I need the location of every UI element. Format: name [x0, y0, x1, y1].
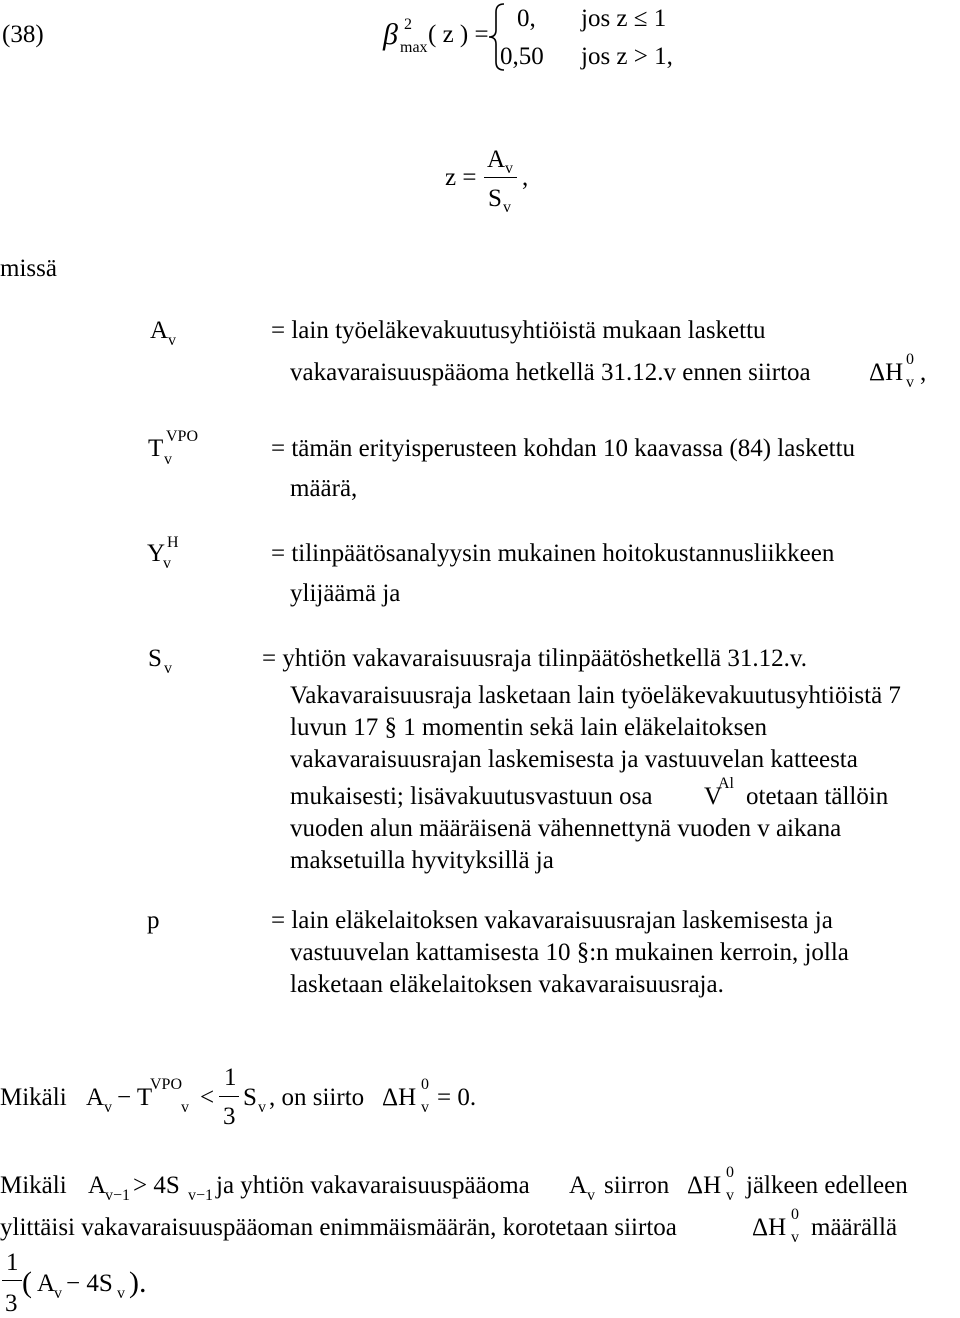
- p-line-2: vastuuvelan kattamisesta 10 §:n mukainen kerroin, jolla: [290, 939, 849, 966]
- cond2-text-2: siirron: [604, 1172, 670, 1199]
- cond2-a-subscript: v−1: [105, 1187, 131, 1204]
- tv-symbol-subscript: v: [164, 451, 172, 468]
- cond1-delta-h: ΔH: [382, 1084, 417, 1111]
- yv-line-2: ylijäämä ja: [290, 580, 401, 607]
- beta-subscript: max: [400, 39, 428, 56]
- z-lhs: z =: [445, 164, 477, 191]
- cond1-minus-t: − T: [117, 1084, 153, 1111]
- yv-symbol-superscript: H: [167, 534, 179, 551]
- cond1-a: A: [86, 1084, 105, 1111]
- cond1-s: S: [243, 1084, 257, 1111]
- tv-line-1: = tämän erityisperusteen kohdan 10 kaavassa (84) laskettu: [271, 435, 856, 462]
- cond2-fraction-denominator: 3: [5, 1290, 18, 1317]
- cond1-mikali: Mikäli: [0, 1084, 67, 1111]
- case2-value: 0,50: [500, 43, 544, 70]
- av-delta-h-superscript: 0: [906, 351, 914, 368]
- cond2-paren-4s: − 4S: [66, 1270, 113, 1297]
- cond2-paren-4s-subscript: v: [117, 1285, 125, 1302]
- sv-symbol-subscript: v: [164, 660, 172, 677]
- missa-label: missä: [0, 255, 57, 282]
- case2-condition: jos z > 1,: [581, 43, 673, 70]
- cond2-delta-h-subscript: v: [726, 1187, 734, 1204]
- cond2-paren-open: (: [22, 1266, 32, 1299]
- cond2-fraction-numerator: 1: [6, 1249, 19, 1276]
- cond1-fraction-bar: [219, 1096, 239, 1097]
- sv-symbol: S: [148, 645, 162, 672]
- p-line-1: = lain eläkelaitoksen vakavaraisuusrajan laskemisesta ja: [271, 907, 833, 934]
- equation-number: (38): [2, 21, 44, 48]
- sv-line-5b: otetaan tällöin: [746, 783, 889, 810]
- sv-line-4: vakavaraisuusrajan laskemisesta ja vastuuvelan katteesta: [290, 746, 858, 773]
- sv-line-5a: mukaisesti; lisävakuutusvastuun osa: [290, 783, 653, 810]
- p-symbol: p: [147, 907, 160, 934]
- cond2-paren-a-subscript: v: [54, 1285, 62, 1302]
- cond1-fraction-denominator: 3: [223, 1103, 236, 1130]
- cond1-delta-h-subscript: v: [421, 1099, 429, 1116]
- yv-symbol-subscript: v: [163, 555, 171, 572]
- av-symbol: A: [150, 317, 169, 344]
- av-line-2: vakavaraisuuspääoma hetkellä 31.12.v ennen siirtoa: [290, 359, 811, 386]
- z-trailing-comma: ,: [522, 164, 529, 191]
- cond2-line-2: ylittäisi vakavaraisuuspääoman enimmäismäärän, korotetaan siirtoa: [0, 1214, 677, 1241]
- sv-line-2: Vakavaraisuusraja lasketaan lain työeläkevakuutusyhtiöistä 7: [290, 682, 901, 709]
- beta-symbol: β: [383, 18, 398, 51]
- z-numerator-subscript: v: [505, 160, 513, 177]
- sv-line-3: luvun 17 § 1 momentin sekä lain eläkelaitoksen: [290, 714, 767, 741]
- sv-line-5-v: V: [704, 783, 723, 810]
- av-delta-h: ΔH: [869, 359, 904, 386]
- cond1-t-superscript: VPO: [150, 1076, 183, 1093]
- z-fraction-bar: [484, 177, 517, 178]
- cond2-text-3: jälkeen edelleen: [746, 1172, 908, 1199]
- z-numerator: A: [487, 146, 506, 173]
- cond1-delta-h-superscript: 0: [421, 1076, 429, 1093]
- case1-value: 0,: [517, 5, 536, 32]
- cond2-delta-h-2-subscript: v: [791, 1229, 799, 1246]
- av-line-1: = lain työeläkevakuutusyhtiöistä mukaan laskettu: [271, 317, 766, 344]
- sv-line-7: maksetuilla hyvityksillä ja: [290, 847, 554, 874]
- yv-symbol: Y: [147, 540, 166, 567]
- av-symbol-subscript: v: [168, 332, 176, 349]
- cond1-end: = 0.: [437, 1084, 477, 1111]
- cond2-mikali: Mikäli: [0, 1172, 67, 1199]
- cond2-greater-4s: > 4S: [133, 1172, 180, 1199]
- cond2-paren-close: ).: [129, 1266, 147, 1299]
- cond2-delta-h-2-superscript: 0: [791, 1206, 799, 1223]
- case1-condition: jos z ≤ 1: [581, 5, 667, 32]
- cond2-s-subscript: v−1: [188, 1187, 214, 1204]
- cond2-delta-h-superscript: 0: [726, 1164, 734, 1181]
- p-line-3: lasketaan eläkelaitoksen vakavaraisuusraja.: [290, 971, 724, 998]
- av-delta-h-subscript: v: [906, 374, 914, 391]
- cond2-fraction-bar: [2, 1280, 22, 1281]
- sv-line-1: = yhtiön vakavaraisuusraja tilinpäätöshetkellä 31.12.v.: [262, 645, 807, 672]
- sv-line-6: vuoden alun määräisenä vähennettynä vuoden v aikana: [290, 815, 842, 842]
- cond2-a2-subscript: v: [587, 1187, 595, 1204]
- cond2-delta-h-2: ΔH: [752, 1214, 787, 1241]
- tv-symbol-superscript: VPO: [166, 428, 199, 445]
- cond1-a-subscript: v: [104, 1099, 112, 1116]
- cond1-fraction-numerator: 1: [224, 1064, 237, 1091]
- z-denominator-subscript: v: [503, 199, 511, 216]
- cond2-a: A: [88, 1172, 107, 1199]
- cond2-text-1: ja yhtiön vakavaraisuuspääoma: [216, 1172, 530, 1199]
- cond2-paren-a: A: [37, 1270, 56, 1297]
- cond1-t-subscript: v: [181, 1099, 189, 1116]
- cond2-line-2-end: määrällä: [811, 1214, 898, 1241]
- cond2-a2: A: [569, 1172, 588, 1199]
- cond1-less-than: <: [200, 1084, 215, 1111]
- av-trailing-comma: ,: [920, 359, 927, 386]
- cond1-s-subscript: v: [258, 1099, 266, 1116]
- yv-line-1: = tilinpäätösanalyysin mukainen hoitokustannusliikkeen: [271, 540, 835, 567]
- beta-argument: ( z ) =: [428, 21, 489, 48]
- cond2-delta-h: ΔH: [687, 1172, 722, 1199]
- cond1-mid-text: , on siirto: [269, 1084, 365, 1111]
- sv-line-5-superscript: Al: [718, 775, 734, 792]
- tv-symbol: T: [148, 435, 164, 462]
- beta-superscript: 2: [404, 16, 412, 33]
- z-denominator: S: [488, 185, 502, 212]
- tv-line-2: määrä,: [290, 475, 358, 502]
